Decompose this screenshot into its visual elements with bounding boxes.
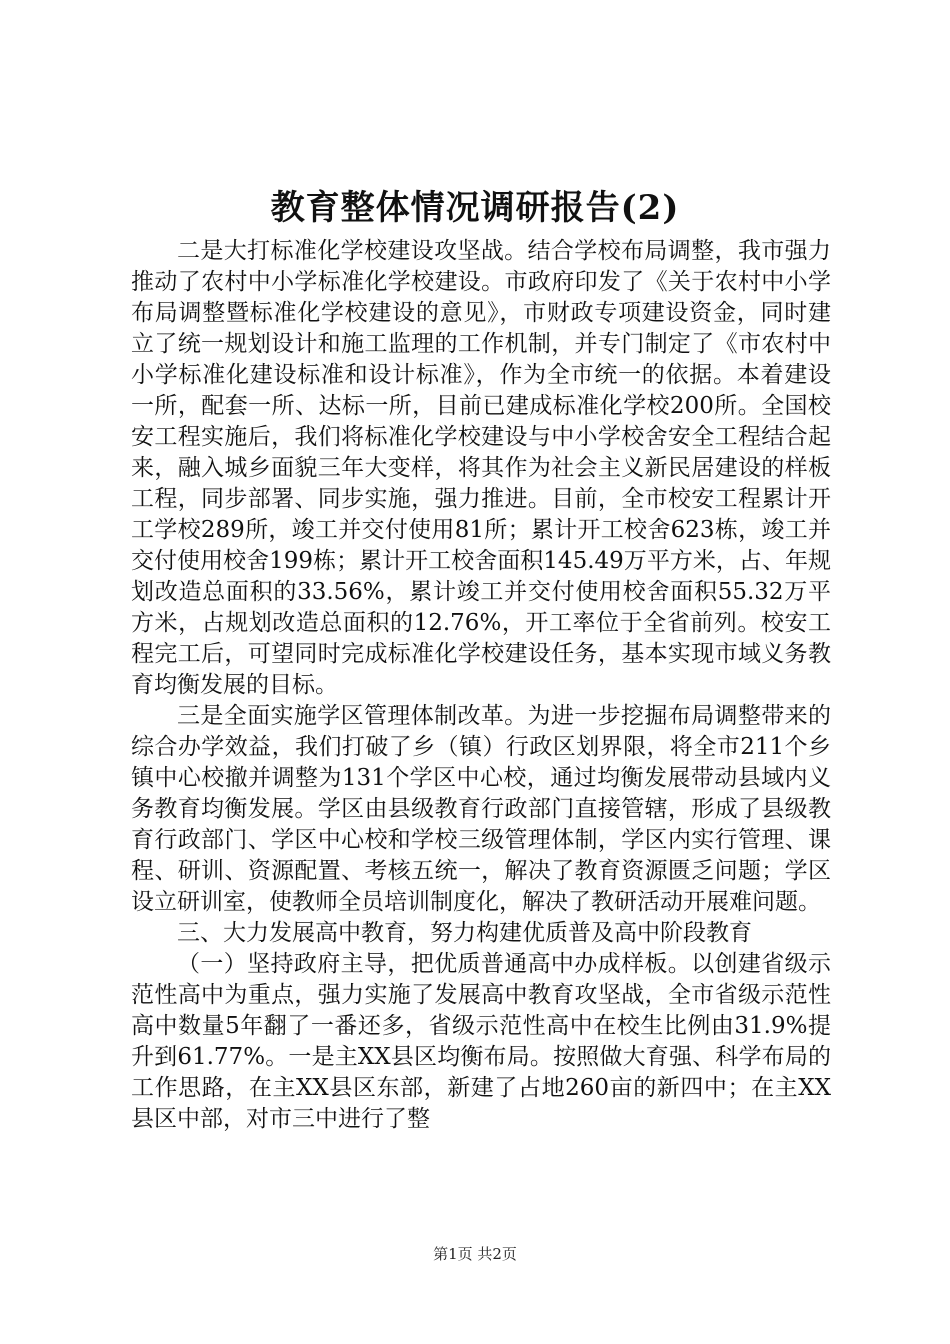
document-body <box>131 236 831 1135</box>
paragraph-standardized-schools: 二是大打标准化学校建设攻坚战。结合学校布局调整，我市强力推动了农村中小学标准化学校建设。市政府印发了《关于农村中小学布局调整暨标准化学校建设的意见》，市财政专项建设资金，同时建立了统一规划设计和施工监理的工作机制，并专门制定了《市农村中小学标准化建设标准和设计标准》，作为全市统一的依据。本着建设一所，配套一所、达标一所，目前已建成标准化学校200所。全国校安工程实施后，我们将标准化学校建设与中小学校舍安全工程结合起来，融入城乡面貌三年大变样，将其作为社会主义新民居建设的样板工程，同步部署、同步实施，强力推进。目前，全市校安工程累计开工学校289所，竣工并交付使用81所；累计开工校舍623栋，竣工并交付使用校舍199栋；累计开工校舍面积145.49万平方米，占、年规划改造总面积的33.56%，累计竣工并交付使用校舍面积55.32万平方米，占规划改造总面积的12.76%，开工率位于全省前列。校安工程完工后，可望同时完成标准化学校建设任务，基本实现市域义务教育均衡发展的目标。 <box>131 238 831 698</box>
paragraph-school-district-reform: 三是全面实施学区管理体制改革。为进一步挖掘布局调整带来的综合办学效益，我们打破了乡（镇）行政区划界限，将全市211个乡镇中心校撤并调整为131个学区中心校，通过均衡发展带动县域内义务教育均衡发展。学区由县级教育行政部门直接管辖，形成了县级教育行政部门、学区中心校和学校三级管理体制，学区内实行管理、课程、研训、资源配置、考核五统一，解决了教育资源匮乏问题；学区设立研训室，使教师全员培训制度化，解决了教研活动开展难问题。 <box>131 703 831 915</box>
section-heading-high-school: 三、大力发展高中教育，努力构建优质普及高中阶段教育 <box>177 920 752 946</box>
document-title: 教育整体情况调研报告(2) <box>270 188 680 228</box>
page-footer: 第1页 共2页 <box>433 1245 517 1263</box>
paragraph-government-led: （一）坚持政府主导，把优质普通高中办成样板。以创建省级示范性高中为重点，强力实施了发展高中教育攻坚战，全市省级示范性高中数量5年翻了一番还多，省级示范性高中在校生比例由31.9%提升到61.77%。一是主XX县区均衡布局。按照做大育强、科学布局的工作思路，在主XX县区东部，新建了占地260亩的新四中；在主XX县区中部，对市三中进行了整 <box>131 951 831 1132</box>
